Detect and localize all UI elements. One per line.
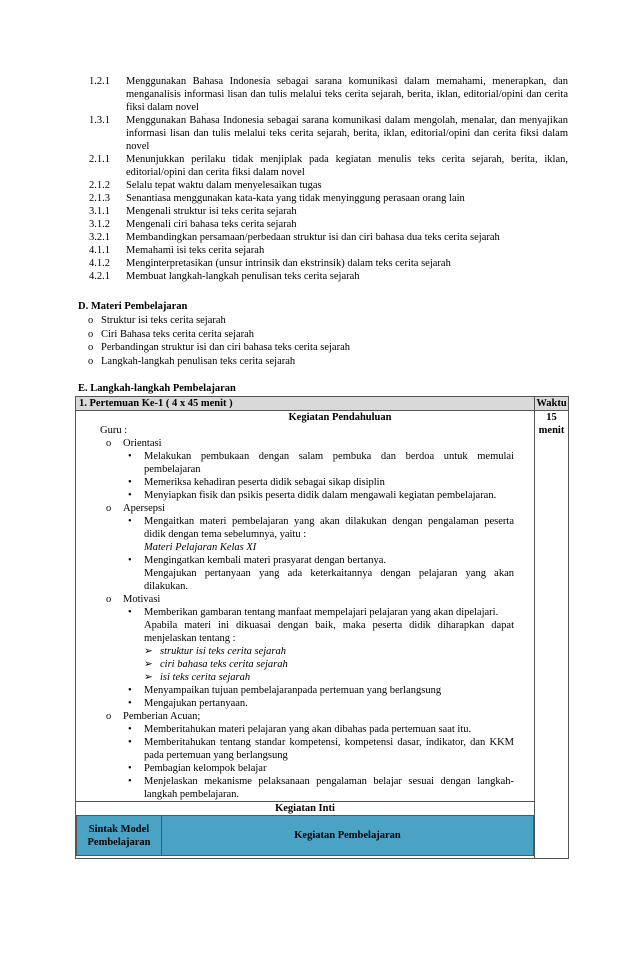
indicator-number: 1.2.1 [89,76,110,87]
indicator-number: 3.1.1 [89,206,110,217]
indicator-list [78,75,568,283]
indicator-row [78,114,568,153]
materi-list [88,314,350,368]
meeting-header: 1. Pertemuan Ke-1 ( 4 x 45 menit ) [76,397,535,411]
section-d-title: D. Materi Pembelajaran [78,301,188,312]
indicator-text: Membuat langkah-langkah penulisan teks cerita sejarah [126,271,360,282]
list-item: • Melakukan pembukaan dengan salam pembuka dan berdoa untuk memulai pembelajaran [128,451,514,475]
waktu-cell [535,411,569,859]
indicator-number: 3.2.1 [89,232,110,243]
motivasi-label: o Motivasi [106,594,161,605]
acuan-label: o Pemberian Acuan; [106,711,201,722]
bullet: o [88,315,94,326]
bullet: o [88,328,94,340]
indicator-number: 4.2.1 [89,271,110,282]
list-item: • Mengajukan pertanyaan. [128,698,248,709]
materi-text: Struktur isi teks cerita sejarah [101,315,226,326]
list-item: • Pembagian kelompok belajar [128,763,267,774]
indicator-text: Membandingkan persamaan/perbedaan struktur isi dan ciri bahasa dua teks cerita sejarah [126,232,500,243]
indicator-number: 4.1.1 [89,245,110,256]
materi-text: Ciri Bahasa teks cerita cerita sejarah [101,328,255,340]
indicator-number: 3.1.2 [89,219,110,230]
pendahuluan-cell [76,411,535,859]
materi-text: Perbandingan struktur isi dan ciri bahasa teks cerita sejarah [101,342,350,353]
inti-inner-table [76,815,534,856]
indicator-number: 2.1.3 [89,193,110,204]
inti-title: Kegiatan Inti [76,801,534,815]
arrow-item: ➢ ciri bahasa teks cerita sejarah [144,659,288,670]
indicator-row [78,270,568,283]
list-item: • Memberikan gambaran tentang manfaat mempelajari pelajaran yang akan dipelajari. [128,607,499,618]
apersepsi-label: o Apersepsi [106,503,165,514]
list-item: • Mengingatkan kembali materi prasyarat dengan bertanya. [128,555,386,566]
list-item: • Menyiapkan fisik dan psikis peserta didik dalam mengawali kegiatan pembelajaran. [128,490,497,501]
materi-item [88,341,350,355]
materi-item [88,314,350,328]
list-item: • Menjelaskan mekanisme pelaksanaan pengalaman belajar sesuai dengan langkah-langkah pembelajaran. [128,776,514,800]
pendahuluan-title: Kegiatan Pendahuluan [288,412,392,423]
materi-item [88,355,350,369]
arrow-item: ➢ struktur isi teks cerita sejarah [144,646,286,657]
arrow-item: ➢ isi teks cerita sejarah [144,672,251,683]
materi-text: Langkah-langkah penulisan teks cerita sejarah [101,355,296,367]
bullet: o [88,342,94,353]
list-item: • Memberitahukan tentang standar kompetensi, kompetensi dasar, indikator, dan KKM pada pertemuan yang berlangsung [128,737,514,761]
indicator-text: Menggunakan Bahasa Indonesia sebagai sarana komunikasi dalam mengolah, menalar, dan menyajikan informasi lisan dan tulis melalui teks cerita sejarah, berita, iklan, editorial/opini dan cerita fiksi dalam novel [126,115,568,152]
section-e-title: E. Langkah-langkah Pembelajaran [78,383,236,394]
indicator-row [78,231,568,244]
indicator-row [78,257,568,270]
kegiatan-pembelajaran-header: Kegiatan Pembelajaran [162,816,534,856]
indicator-text: Menginterpretasikan (unsur intrinsik dan ekstrinsik) dalam teks cerita sejarah [126,258,451,269]
list-item: • Memberitahukan materi pelajaran yang akan dibahas pada pertemuan saat itu. [128,724,472,735]
indicator-text: Selalu tepat waktu dalam menyelesaikan tugas [126,180,322,191]
list-item: • Memeriksa kehadiran peserta didik sebagai sikap disiplin [128,477,385,488]
indicator-text: Menggunakan Bahasa Indonesia sebagai sarana komunikasi dalam memahami, menerapkan, dan menganalisis informasi lisan dan tulis melalui teks cerita sejarah, berita, iklan, editorial/opini dan cerita fiksi dalam novel [126,76,568,113]
indicator-number: 2.1.1 [89,154,110,165]
motivasi-cont: Apabila materi ini dikuasai dengan baik, maka peserta didik diharapkan dapat menjelaskan tentang : [144,620,514,644]
materi-item [88,328,350,342]
indicator-text: Mengenali struktur isi teks cerita sejarah [126,206,297,217]
indicator-row [78,179,568,192]
indicator-text: Menunjukkan perilaku tidak menjiplak pada kegiatan menulis teks cerita sejarah, berita, iklan, editorial/opini dan cerita fiksi dalam novel [126,154,568,178]
indicator-text: Memahami isi teks cerita sejarah [126,245,265,256]
bullet: o [88,355,94,367]
guru-label: Guru : [100,425,128,436]
indicator-row [78,244,568,257]
learning-steps-table [75,396,569,859]
indicator-row [78,192,568,205]
waktu-header: Waktu [536,398,567,409]
indicator-row [78,205,568,218]
sintak-header: Sintak Model Pembelajaran [77,816,162,856]
indicator-row [78,153,568,179]
list-item: • Menyampaikan tujuan pembelajaranpada pertemuan yang berlangsung [128,685,442,696]
indicator-row [78,218,568,231]
waktu-unit: menit [538,425,565,436]
apersepsi-cont: Mengajukan pertanyaan yang ada keterkaitannya dengan pelajaran yang akan dilakukan. [144,568,514,592]
apersepsi-italic: Materi Pelajaran Kelas XI [144,542,257,553]
indicator-text: Mengenali ciri bahasa teks cerita sejarah [126,219,297,230]
waktu-value: 15 [546,412,557,423]
indicator-number: 1.3.1 [89,115,110,126]
indicator-text: Senantiasa menggunakan kata-kata yang tidak menyinggung perasaan orang lain [126,193,465,204]
orientasi-label: o Orientasi [106,438,162,449]
indicator-number: 4.1.2 [89,258,110,269]
indicator-row [78,75,568,114]
list-item: • Mengaitkan materi pembelajaran yang akan dilakukan dengan pengalaman peserta didik dengan tema sebelumnya, yaitu : [128,516,514,540]
indicator-number: 2.1.2 [89,180,110,191]
